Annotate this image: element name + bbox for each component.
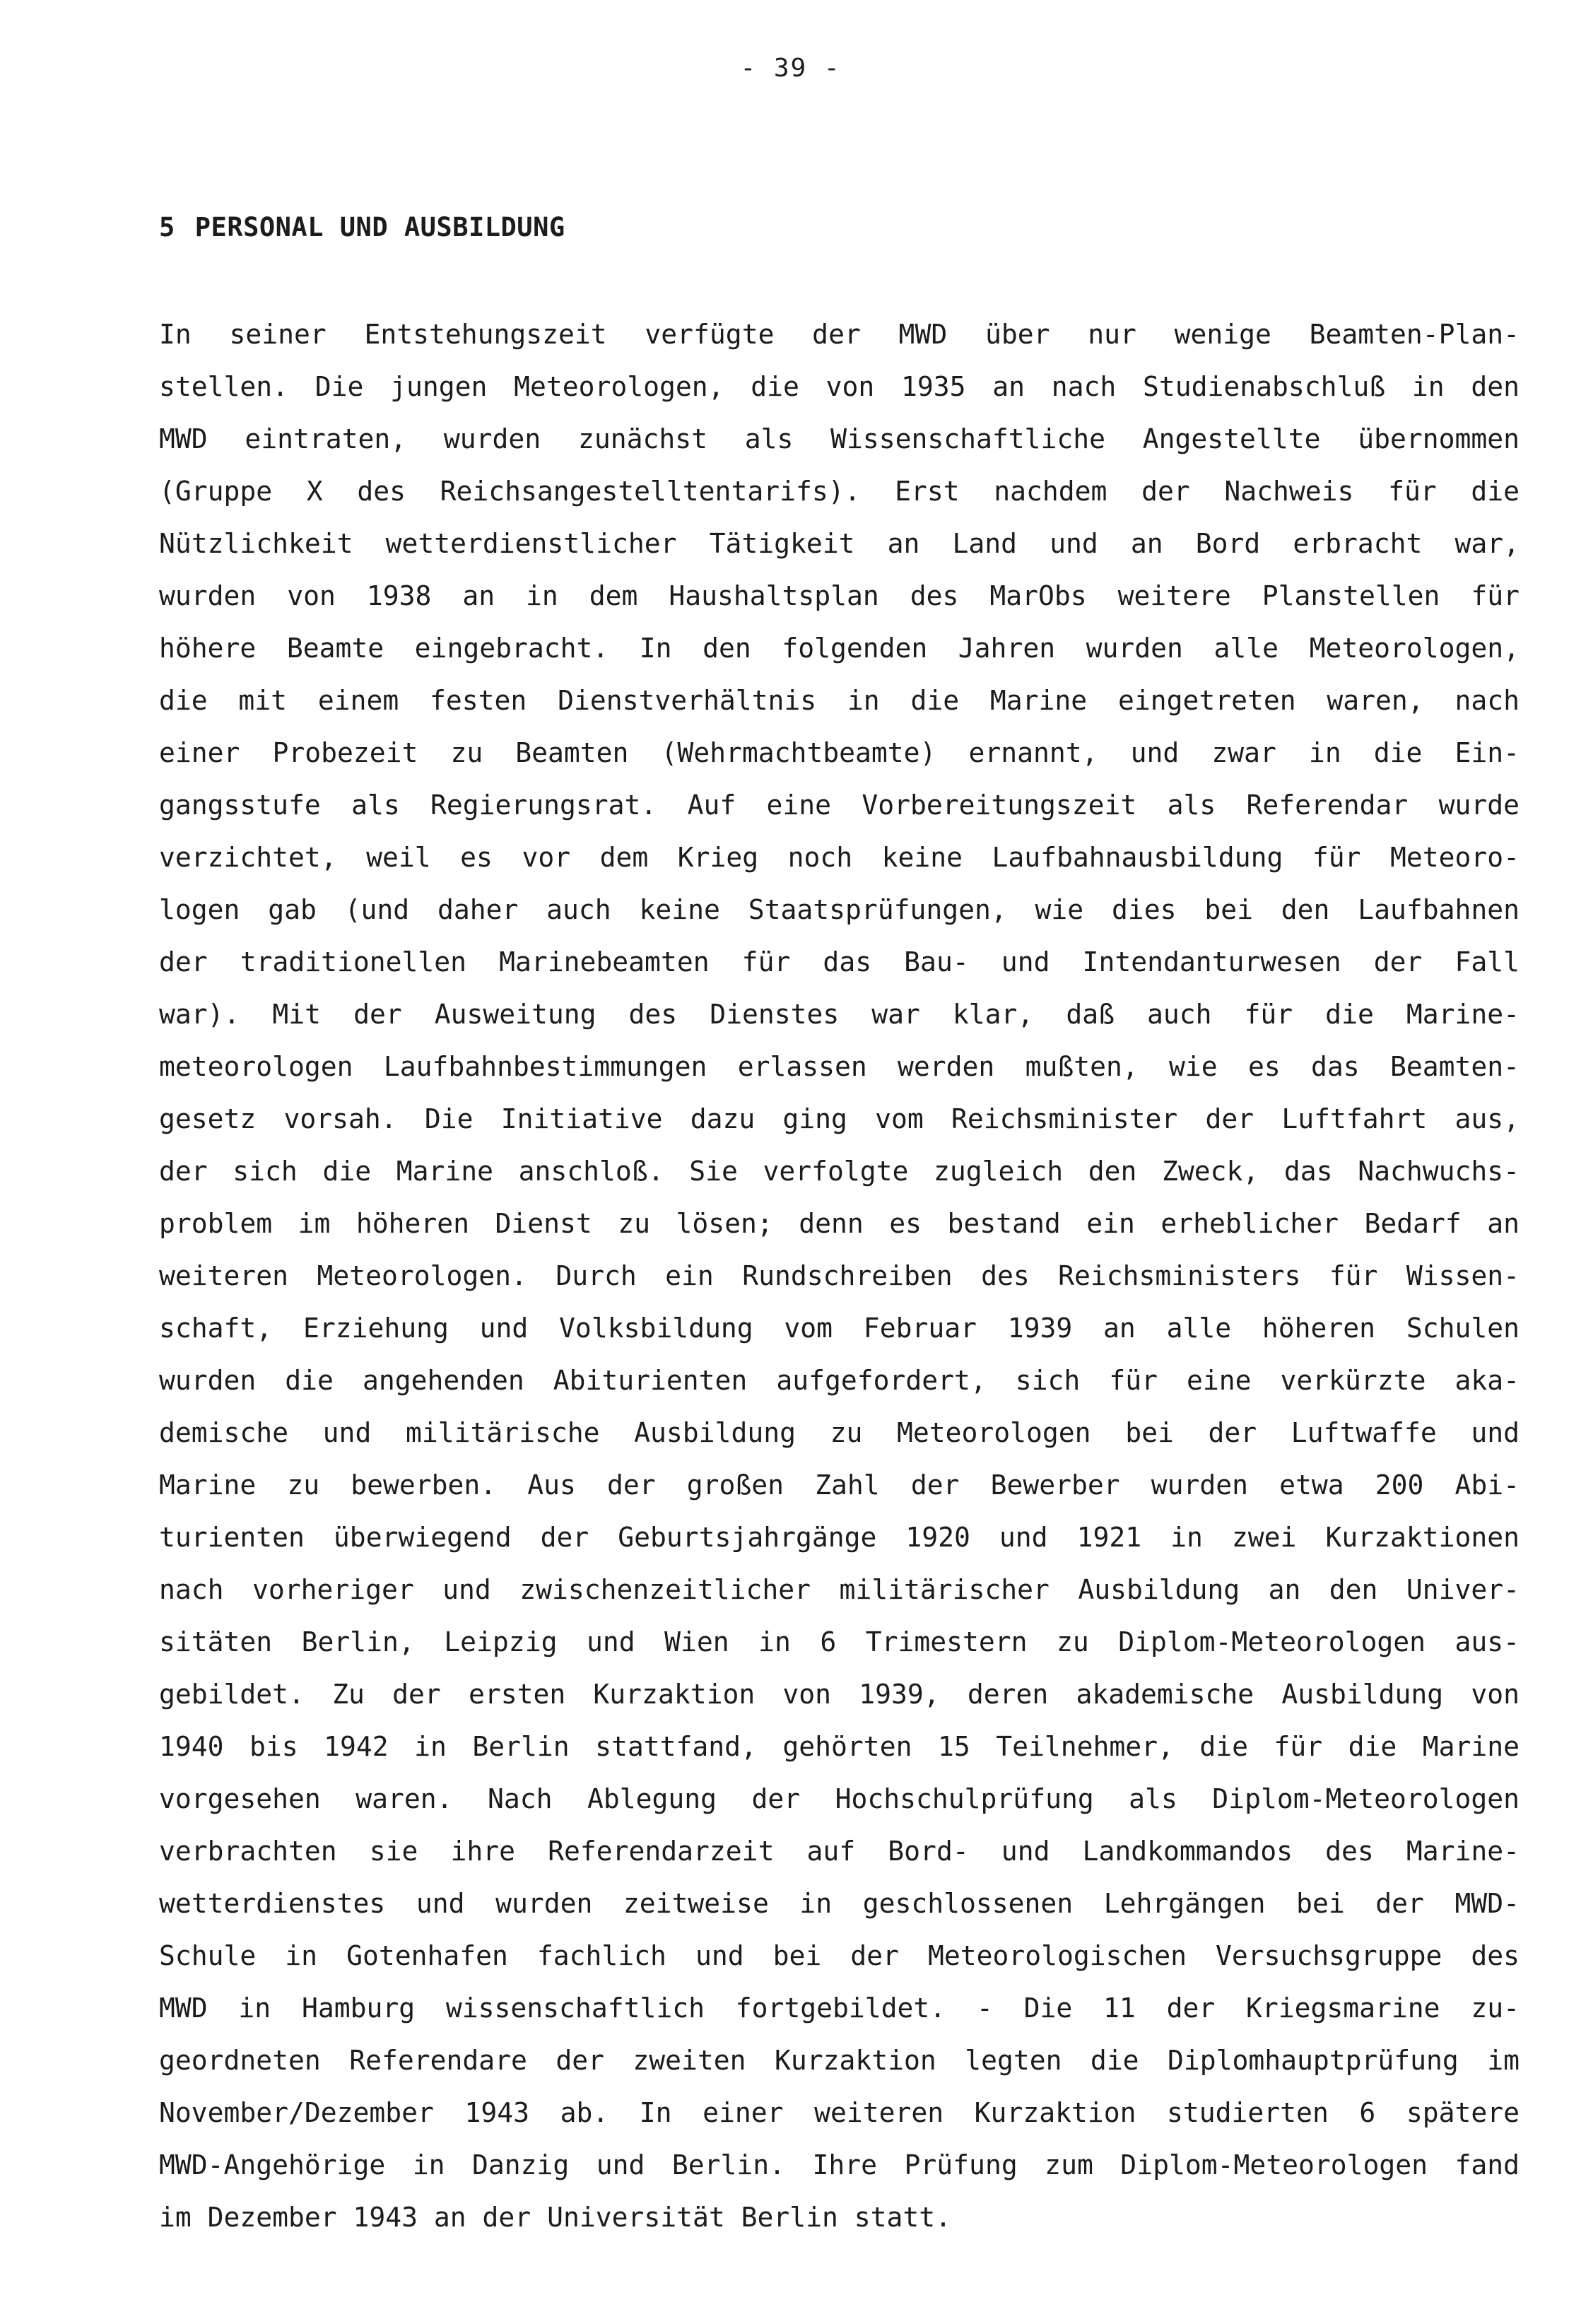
body-line: demische und militärische Ausbildung zu Meteorologen bei der Luftwaffe und xyxy=(159,1417,1520,1448)
page-number: - 39 - xyxy=(740,54,841,83)
body-line: gangsstufe als Regierungsrat. Auf eine Vorbereitungszeit als Referendar wurde xyxy=(159,790,1520,821)
section-title: PERSONAL UND AUSBILDUNG xyxy=(194,212,565,242)
body-line: MWD-Angehörige in Danzig und Berlin. Ihre Prüfung zum Diplom-Meteorologen fand xyxy=(159,2149,1520,2181)
body-line: war). Mit der Ausweitung des Dienstes war klar, daß auch für die Marine- xyxy=(159,999,1520,1030)
body-line: logen gab (und daher auch keine Staatsprüfungen, wie dies bei den Laufbahnen xyxy=(159,894,1520,925)
body-line: Marine zu bewerben. Aus der großen Zahl der Bewerber wurden etwa 200 Abi- xyxy=(159,1469,1520,1501)
body-text xyxy=(159,308,1520,2243)
body-line: stellen. Die jungen Meteorologen, die von 1935 an nach Studienabschluß in den xyxy=(159,371,1520,402)
body-line: MWD in Hamburg wissenschaftlich fortgebildet. - Die 11 der Kriegsmarine zu- xyxy=(159,1993,1520,2024)
body-line: wetterdienstes und wurden zeitweise in geschlossenen Lehrgängen bei der MWD- xyxy=(159,1888,1520,1919)
body-line: turienten überwiegend der Geburtsjahrgänge 1920 und 1921 in zwei Kurzaktionen xyxy=(159,1522,1520,1553)
section-number: 5 xyxy=(159,212,175,242)
body-line: November/Dezember 1943 ab. In einer weiteren Kurzaktion studierten 6 spätere xyxy=(159,2097,1520,2128)
body-line: meteorologen Laufbahnbestimmungen erlassen werden mußten, wie es das Beamten- xyxy=(159,1051,1520,1082)
body-line: 1940 bis 1942 in Berlin stattfand, gehörten 15 Teilnehmer, die für die Marine xyxy=(159,1731,1520,1762)
body-line: wurden die angehenden Abiturienten aufgefordert, sich für eine verkürzte aka- xyxy=(159,1365,1520,1396)
body-line: gesetz vorsah. Die Initiative dazu ging vom Reichsminister der Luftfahrt aus, xyxy=(159,1103,1520,1134)
body-line: gebildet. Zu der ersten Kurzaktion von 1939, deren akademische Ausbildung von xyxy=(159,1679,1520,1710)
body-line: einer Probezeit zu Beamten (Wehrmachtbeamte) ernannt, und zwar in die Ein- xyxy=(159,737,1520,768)
body-line: nach vorheriger und zwischenzeitlicher militärischer Ausbildung an den Univer- xyxy=(159,1574,1520,1605)
body-line: verbrachten sie ihre Referendarzeit auf Bord- und Landkommandos des Marine- xyxy=(159,1836,1520,1867)
body-line: im Dezember 1943 an der Universität Berlin statt. xyxy=(159,2202,952,2233)
body-line: höhere Beamte eingebracht. In den folgenden Jahren wurden alle Meteorologen, xyxy=(159,633,1520,664)
body-line: der sich die Marine anschloß. Sie verfolgte zugleich den Zweck, das Nachwuchs- xyxy=(159,1156,1520,1187)
section-heading xyxy=(159,212,565,242)
body-line: problem im höheren Dienst zu lösen; denn es bestand ein erheblicher Bedarf an xyxy=(159,1208,1520,1239)
body-line: Schule in Gotenhafen fachlich und bei der Meteorologischen Versuchsgruppe des xyxy=(159,1940,1520,1971)
body-line: geordneten Referendare der zweiten Kurzaktion legten die Diplomhauptprüfung im xyxy=(159,2045,1520,2076)
body-line: In seiner Entstehungszeit verfügte der MWD über nur wenige Beamten-Plan- xyxy=(159,319,1520,350)
body-line: der traditionellen Marinebeamten für das Bau- und Intendanturwesen der Fall xyxy=(159,946,1520,978)
body-line: wurden von 1938 an in dem Haushaltsplan des MarObs weitere Planstellen für xyxy=(159,580,1520,611)
body-line: MWD eintraten, wurden zunächst als Wissenschaftliche Angestellte übernommen xyxy=(159,423,1520,454)
body-line: vorgesehen waren. Nach Ablegung der Hochschulprüfung als Diplom-Meteorologen xyxy=(159,1783,1520,1814)
body-line: Nützlichkeit wetterdienstlicher Tätigkeit an Land und an Bord erbracht war, xyxy=(159,528,1520,559)
body-line: schaft, Erziehung und Volksbildung vom Februar 1939 an alle höheren Schulen xyxy=(159,1313,1520,1344)
body-line: die mit einem festen Dienstverhältnis in die Marine eingetreten waren, nach xyxy=(159,685,1520,716)
body-line: sitäten Berlin, Leipzig und Wien in 6 Trimestern zu Diplom-Meteorologen aus- xyxy=(159,1626,1520,1657)
body-line: verzichtet, weil es vor dem Krieg noch keine Laufbahnausbildung für Meteoro- xyxy=(159,842,1520,873)
body-line: (Gruppe X des Reichsangestelltentarifs). Erst nachdem der Nachweis für die xyxy=(159,476,1520,507)
body-line: weiteren Meteorologen. Durch ein Rundschreiben des Reichsministers für Wissen- xyxy=(159,1260,1520,1291)
